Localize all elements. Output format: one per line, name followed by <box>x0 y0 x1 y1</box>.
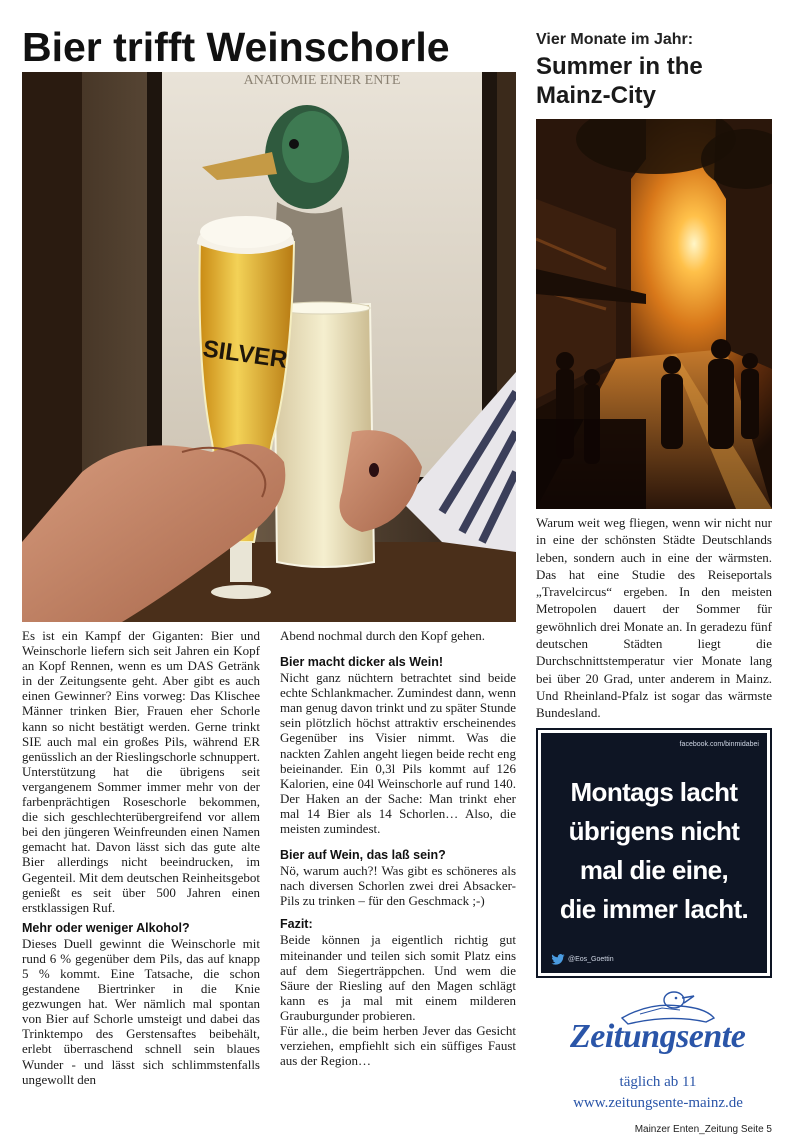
middle-body-1: Nicht ganz nüchtern betrachtet sind beide echte Schlankmacher. Zumindest dann, wenn man genug davon trinkt und zu später Stunde sein plötzlich höchst attraktiv erscheinendes Gegenüber ins Visier nimmt. Was die nackten Zahlen angeht liegen beide recht eng beieinander. Ein 0,3l Pils kommt auf 126 Kalorien, eine 04l Weinschorle auf rund 140. Der Haken an der Sache: Man trinkt eher mal 14 Bier als 14 Schorlen… Also, die meisten zumindest. <box>280 670 516 837</box>
facebook-handle: facebook.com/binmidabei <box>679 741 759 748</box>
sidebar-text: Warum weit weg fliegen, wenn wir nicht nur in eine der schönsten Städte Deutschlands leben, sondern auch in eine der wärmsten. Das hat eine Studie des Reiseportals „Travelcircus“ ergeben. In den meisten Metropolen dauert der Sommer für gewöhnlich drei Monate an. In geradezu fünf deutschen Städten liegt die Durchschnittstemperatur vier Monate lang bei über 20 Grad, unter anderem in Mainz. Und Rheinland-Pfalz ist sogar das wärmste Bundesland. <box>536 515 772 721</box>
middle-body-3a: Beide können ja eigentlich richtig gut miteinander und teilen sich somit Platz eins auf dem Siegerträppchen. Und wem die Säure der Riesling auf den Magen schlägt kann es ja mal mit einem milderen Grauburgunder probieren. <box>280 932 516 1023</box>
glass-logo: SILVER <box>201 335 289 374</box>
middle-body-2: Nö, warum auch?! Was gibt es schöneres als nach diversen Schorlen zwei drei Absacker-Pils zu trinken – für den Geschmack ;-) <box>280 863 516 909</box>
left-intro: Es ist ein Kampf der Giganten: Bier und Weinschorle liefern sich seit Jahren ein Kopf an Kopf Rennen, wenn es um DAS Getränk in der Zeitungsente geht. Aber gibt es auch einen Gewinner? Eins vorweg: Das Klischee Männer trinken Bier, Frauen eher Schorle kann so nicht bestätigt werden. Gerne trinkt SIE auch mal ein großes Pils, während ER genüsslich an der Rieslingschorle schnuppert. Unterstützung hat die übrigens seit vergangenem Sommer immer mehr von der farbenprächtigen Roseschorle bekommen, die sich geschlechterübergreifend vor allem bei den jüngeren Weinfreunden einen Namen gemacht hat. Davon lässt sich das gute alte Bier allerdings nicht beeindrucken, im Gegenteil. Mit dem deutschen Reinheitsgebot genießt es seit über 500 Jahren einen erstklassigen Ruf. <box>22 628 260 915</box>
headline: Bier trifft Weinschorle <box>22 24 450 70</box>
page-footer: Mainzer Enten_Zeitung Seite 5 <box>634 1124 772 1135</box>
sidebar-title: Summer in the Mainz-City <box>536 53 703 109</box>
zeitungsente-logo <box>540 988 776 1068</box>
left-column <box>22 628 260 1087</box>
twitter-bird-icon <box>551 954 565 965</box>
middle-column <box>280 628 516 1068</box>
quote-text <box>541 773 767 929</box>
main-photo <box>22 72 516 622</box>
twitter-handle: @Eos_Goettin <box>568 956 614 963</box>
quote-line-2: übrigens nicht <box>568 816 740 846</box>
sidebar-kicker: Vier Monate im Jahr: <box>536 31 694 48</box>
poster-text: ANATOMIE EINER ENTE <box>243 73 401 88</box>
beer-toast-illustration <box>22 72 516 622</box>
sunset-street-photo <box>536 119 772 509</box>
middle-body-3b: Für alle., die beim herben Jever das Gesicht verziehen, empfiehlt sich ein süffiges Faust aus der Region… <box>280 1022 516 1069</box>
sunset-street-illustration <box>536 119 772 509</box>
brand-hours: täglich ab 11 <box>619 1074 697 1090</box>
middle-heading-3: Fazit: <box>280 917 313 932</box>
quote-line-3: mal die eine, <box>579 855 729 885</box>
quote-box <box>538 730 770 976</box>
middle-heading-1: Bier macht dicker als Wein! <box>280 655 444 670</box>
quote-line-1: Montags lacht <box>570 777 738 807</box>
middle-heading-2: Bier auf Wein, das laß sein? <box>280 848 446 863</box>
brand-url[interactable]: www.zeitungsente-mainz.de <box>573 1095 743 1111</box>
twitter-credit <box>551 954 614 965</box>
left-body: Dieses Duell gewinnt die Weinschorle mit rund 6 % gegenüber dem Pils, das auf knapp 5 % kommt. Eine Tatsache, die schon gestandene Biertrinker in die Knie gezwungen hat. Wer nämlich mal spontan von Bier auf Schorle umsteigt und dabei das Trinktempo des Gerstensaftes beibehält, erlebt überraschend schnell sein blaues Wunder - und lässt sich schlimmstenfalls ungewollt den <box>22 935 260 1087</box>
middle-intro: Abend nochmal durch den Kopf gehen. <box>280 628 486 643</box>
left-heading: Mehr oder weniger Alkohol? <box>22 920 190 935</box>
quote-line-4: die immer lacht. <box>559 894 749 924</box>
brand-name: Zeitungsente <box>570 1018 746 1055</box>
